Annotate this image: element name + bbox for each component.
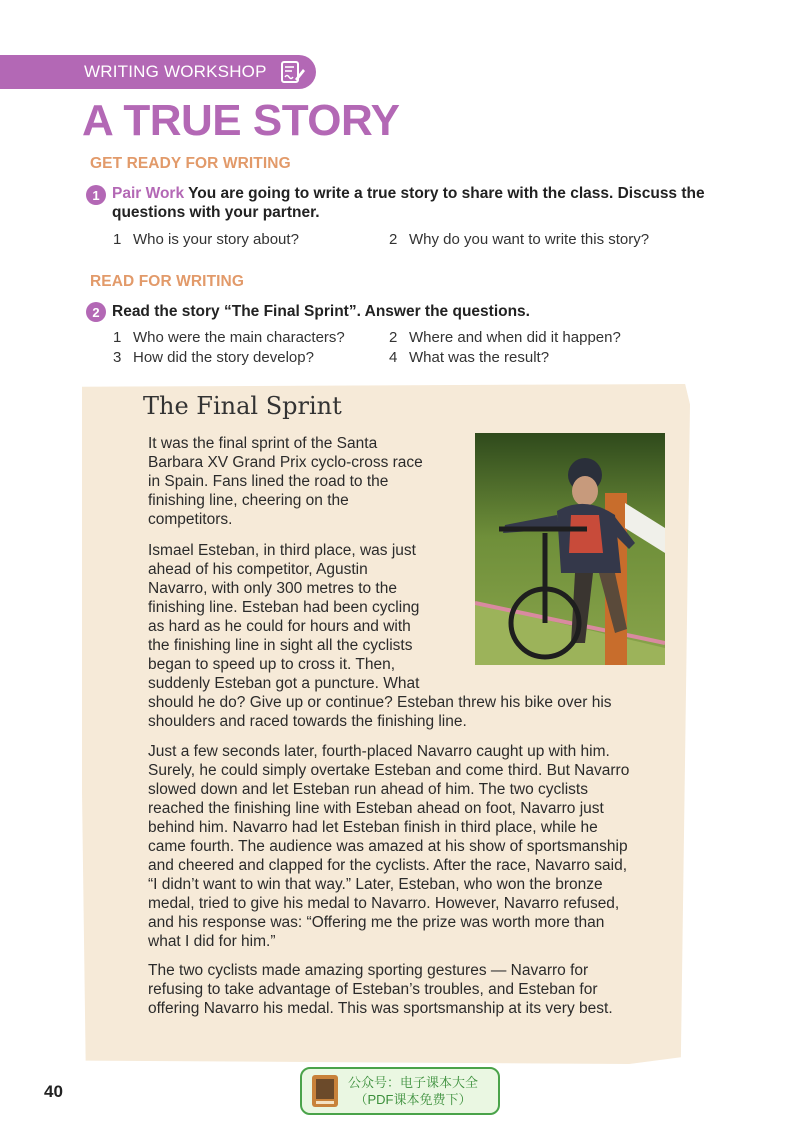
story-paragraph-3: Just a few seconds later, fourth-placed Navarro caught up with him. Surely, he could simply overtake Esteban and come third. But Navarro slowed down and let Esteban run ahead of him. The two cyclists reached the finishing line with Esteban ahead on foot, Navarro just behind him. Navarro had let Esteban finish in third place, while he came fourth. The audience was amazed at his show of sportsmanship and cheered and clapped for the cyclists. After the race, Navarro said, “I didn’t want to win that way.” Later, Esteban, who won the bronze medal, tried to give his medal to Navarro. However, Navarro refused, and his response was: “Offering me the prize was worth more than what I did for him.” xyxy=(148,743,630,950)
page-title: A TRUE STORY xyxy=(82,96,400,145)
section-banner xyxy=(0,55,316,89)
section-heading-read-for-writing: READ FOR WRITING xyxy=(90,273,245,290)
story-paragraph-2: Ismael Esteban, in third place, was just ahead of his competitor, Agustin Navarro, with only 300 metres to the finishing line. Esteban had been cycling as hard as he could for hours and with the finishing line in sight all the cyclists began to speed up to cross it. Then, suddenly Esteban got a puncture. What should he do? Give up or continue? Esteban threw his bike over his shoulders and raced towards the finishing line. xyxy=(148,542,612,730)
task1-instruction xyxy=(112,184,732,222)
task2-instruction: Read the story “The Final Sprint”. Answer the questions. xyxy=(112,303,530,320)
question-item: 1 Who were the main characters? xyxy=(113,329,345,346)
question-item: 2 Why do you want to write this story? xyxy=(389,231,650,248)
question-item: 1 Who is your story about? xyxy=(113,231,299,248)
question-item: 2 Where and when did it happen? xyxy=(389,329,621,346)
book-logo-icon xyxy=(310,1073,340,1109)
task-number-badge: 2 xyxy=(86,302,106,322)
publisher-stamp xyxy=(300,1067,500,1115)
writing-pad-icon xyxy=(279,59,305,85)
pair-work-label: Pair Work xyxy=(112,185,185,202)
section-heading-get-ready: GET READY FOR WRITING xyxy=(90,155,291,172)
task-number-badge: 1 xyxy=(86,185,106,205)
question-item: 4 What was the result? xyxy=(389,349,550,366)
question-item: 3 How did the story develop? xyxy=(113,349,314,366)
page-number: 40 xyxy=(44,1082,63,1101)
banner-label: WRITING WORKSHOP xyxy=(84,62,267,81)
task1-text: You are going to write a true story to share with the class. Discuss the questions with your partner. xyxy=(112,185,705,221)
story-paragraph-4: The two cyclists made amazing sporting gestures — Navarro for refusing to take advantage of Esteban’s troubles, and Esteban for offering Navarro his medal. This was sportsmanship at its very best. xyxy=(148,962,613,1017)
story-title: The Final Sprint xyxy=(143,392,342,420)
story-paragraph-1: It was the final sprint of the Santa Barbara XV Grand Prix cyclo-cross race in Spain. Fans lined the road to the finishing line, cheering on the competitors. xyxy=(148,435,423,528)
stamp-text: 公众号：电子课本大全 （PDF课本免费下） xyxy=(348,1075,479,1107)
